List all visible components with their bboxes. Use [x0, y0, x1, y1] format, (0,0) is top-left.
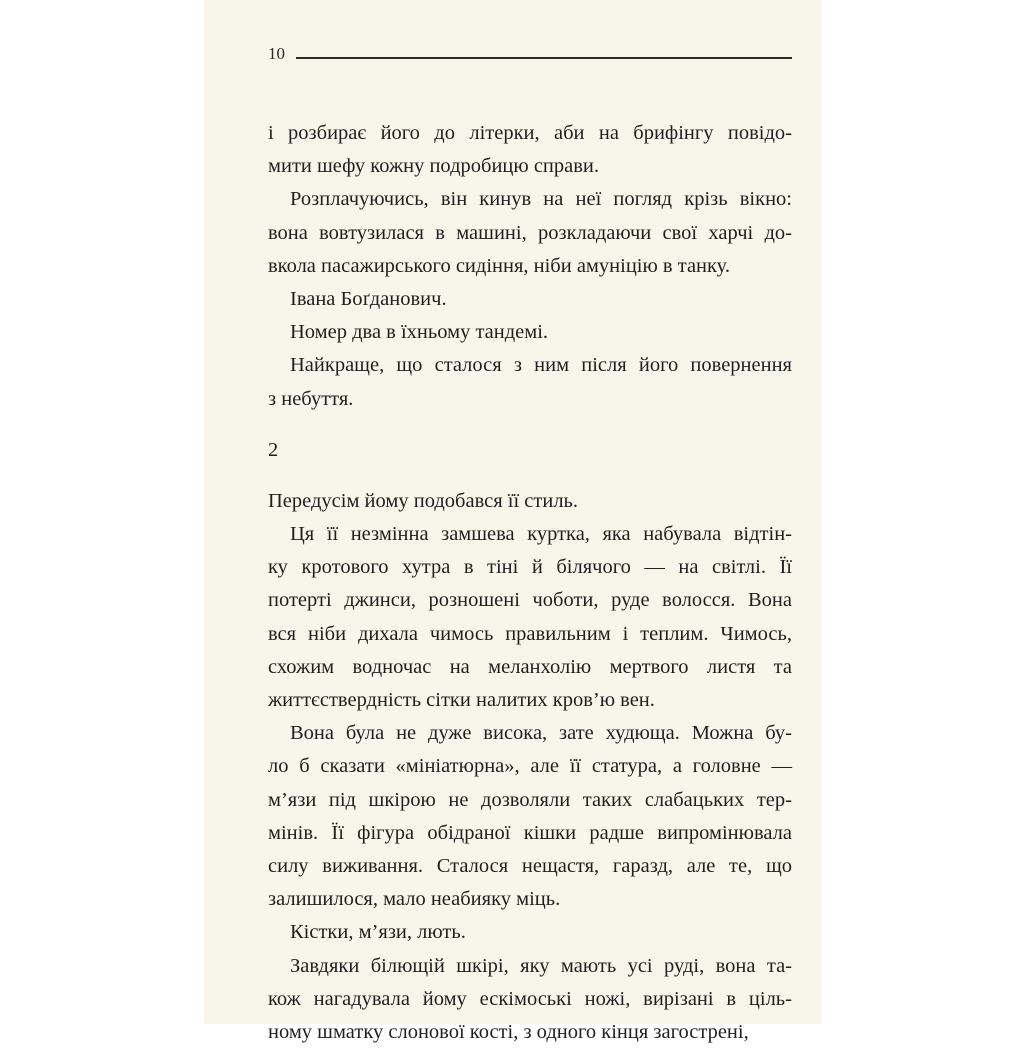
text-line: мити шефу кожну подробицю справи.: [268, 150, 792, 183]
text-line: Вона була не дуже висока, зате худюща. Можна бу-: [268, 717, 792, 750]
paragraph: [268, 916, 792, 949]
text-line: Розплачуючись, він кинув на неї погляд крізь вікно:: [268, 183, 792, 216]
body-text: [268, 117, 792, 1049]
text-line: схожим водночас на меланхолію мертвого листя та: [268, 651, 792, 684]
text-line: силу виживання. Сталося нещастя, гаразд, але те, що: [268, 850, 792, 883]
section-gap: [268, 416, 792, 434]
text-line: Найкраще, що сталося з ним після його повернення: [268, 349, 792, 382]
text-line: мінів. Її фігура обідраної кішки радше випромінювала: [268, 817, 792, 850]
text-line: ному шматку слонової кості, з одного кінця загострені,: [268, 1016, 792, 1049]
text-line: потерті джинси, розношені чоботи, руде волосся. Вона: [268, 584, 792, 617]
paragraph: [268, 518, 792, 717]
text-line: вкола пасажирського сидіння, ніби амуніцію в танку.: [268, 250, 792, 283]
text-line: вона вовтузилася в машині, розкладаючи свої харчі до-: [268, 217, 792, 250]
text-line: і розбирає його до літерки, аби на брифінгу повідо-: [268, 117, 792, 150]
text-line: Передусім йому подобався її стиль.: [268, 485, 792, 518]
text-line: Завдяки білющій шкірі, яку мають усі руді, вона та-: [268, 950, 792, 983]
paragraph: [268, 183, 792, 283]
text-line: ку кротового хутра в тіні й білячого — на світлі. Її: [268, 551, 792, 584]
paragraph: [268, 316, 792, 349]
text-line: залишилося, мало неабияку міць.: [268, 883, 792, 916]
book-page: [204, 0, 822, 1024]
text-line: Івана Боґданович.: [268, 283, 792, 316]
text-block-1: [268, 117, 792, 416]
page-header: [268, 44, 792, 68]
paragraph: [268, 717, 792, 916]
paragraph: [268, 283, 792, 316]
header-rule: [296, 57, 792, 59]
text-line: Кістки, м’язи, лють.: [268, 916, 792, 949]
text-line: з небуття.: [268, 383, 792, 416]
text-block-2: [268, 485, 792, 1049]
section-gap: [268, 467, 792, 485]
text-line: Номер два в їхньому тандемі.: [268, 316, 792, 349]
text-line: життєствердність сітки налитих кров’ю вен.: [268, 684, 792, 717]
paragraph: [268, 950, 792, 1049]
paragraph: [268, 349, 792, 415]
paragraph: [268, 485, 792, 518]
text-line: Ця її незмінна замшева куртка, яка набувала відтін-: [268, 518, 792, 551]
text-line: вся ніби дихала чимось правильним і теплим. Чимось,: [268, 618, 792, 651]
page-number: 10: [268, 44, 285, 64]
text-line: ло б сказати «мініатюрна», але її статура, а головне —: [268, 750, 792, 783]
text-line: кож нагадувала йому ескімоські ножі, вирізані в ціль-: [268, 983, 792, 1016]
section-number: 2: [268, 434, 792, 467]
text-line: м’язи під шкірою не дозволяли таких слабацьких тер-: [268, 784, 792, 817]
paragraph: [268, 117, 792, 183]
